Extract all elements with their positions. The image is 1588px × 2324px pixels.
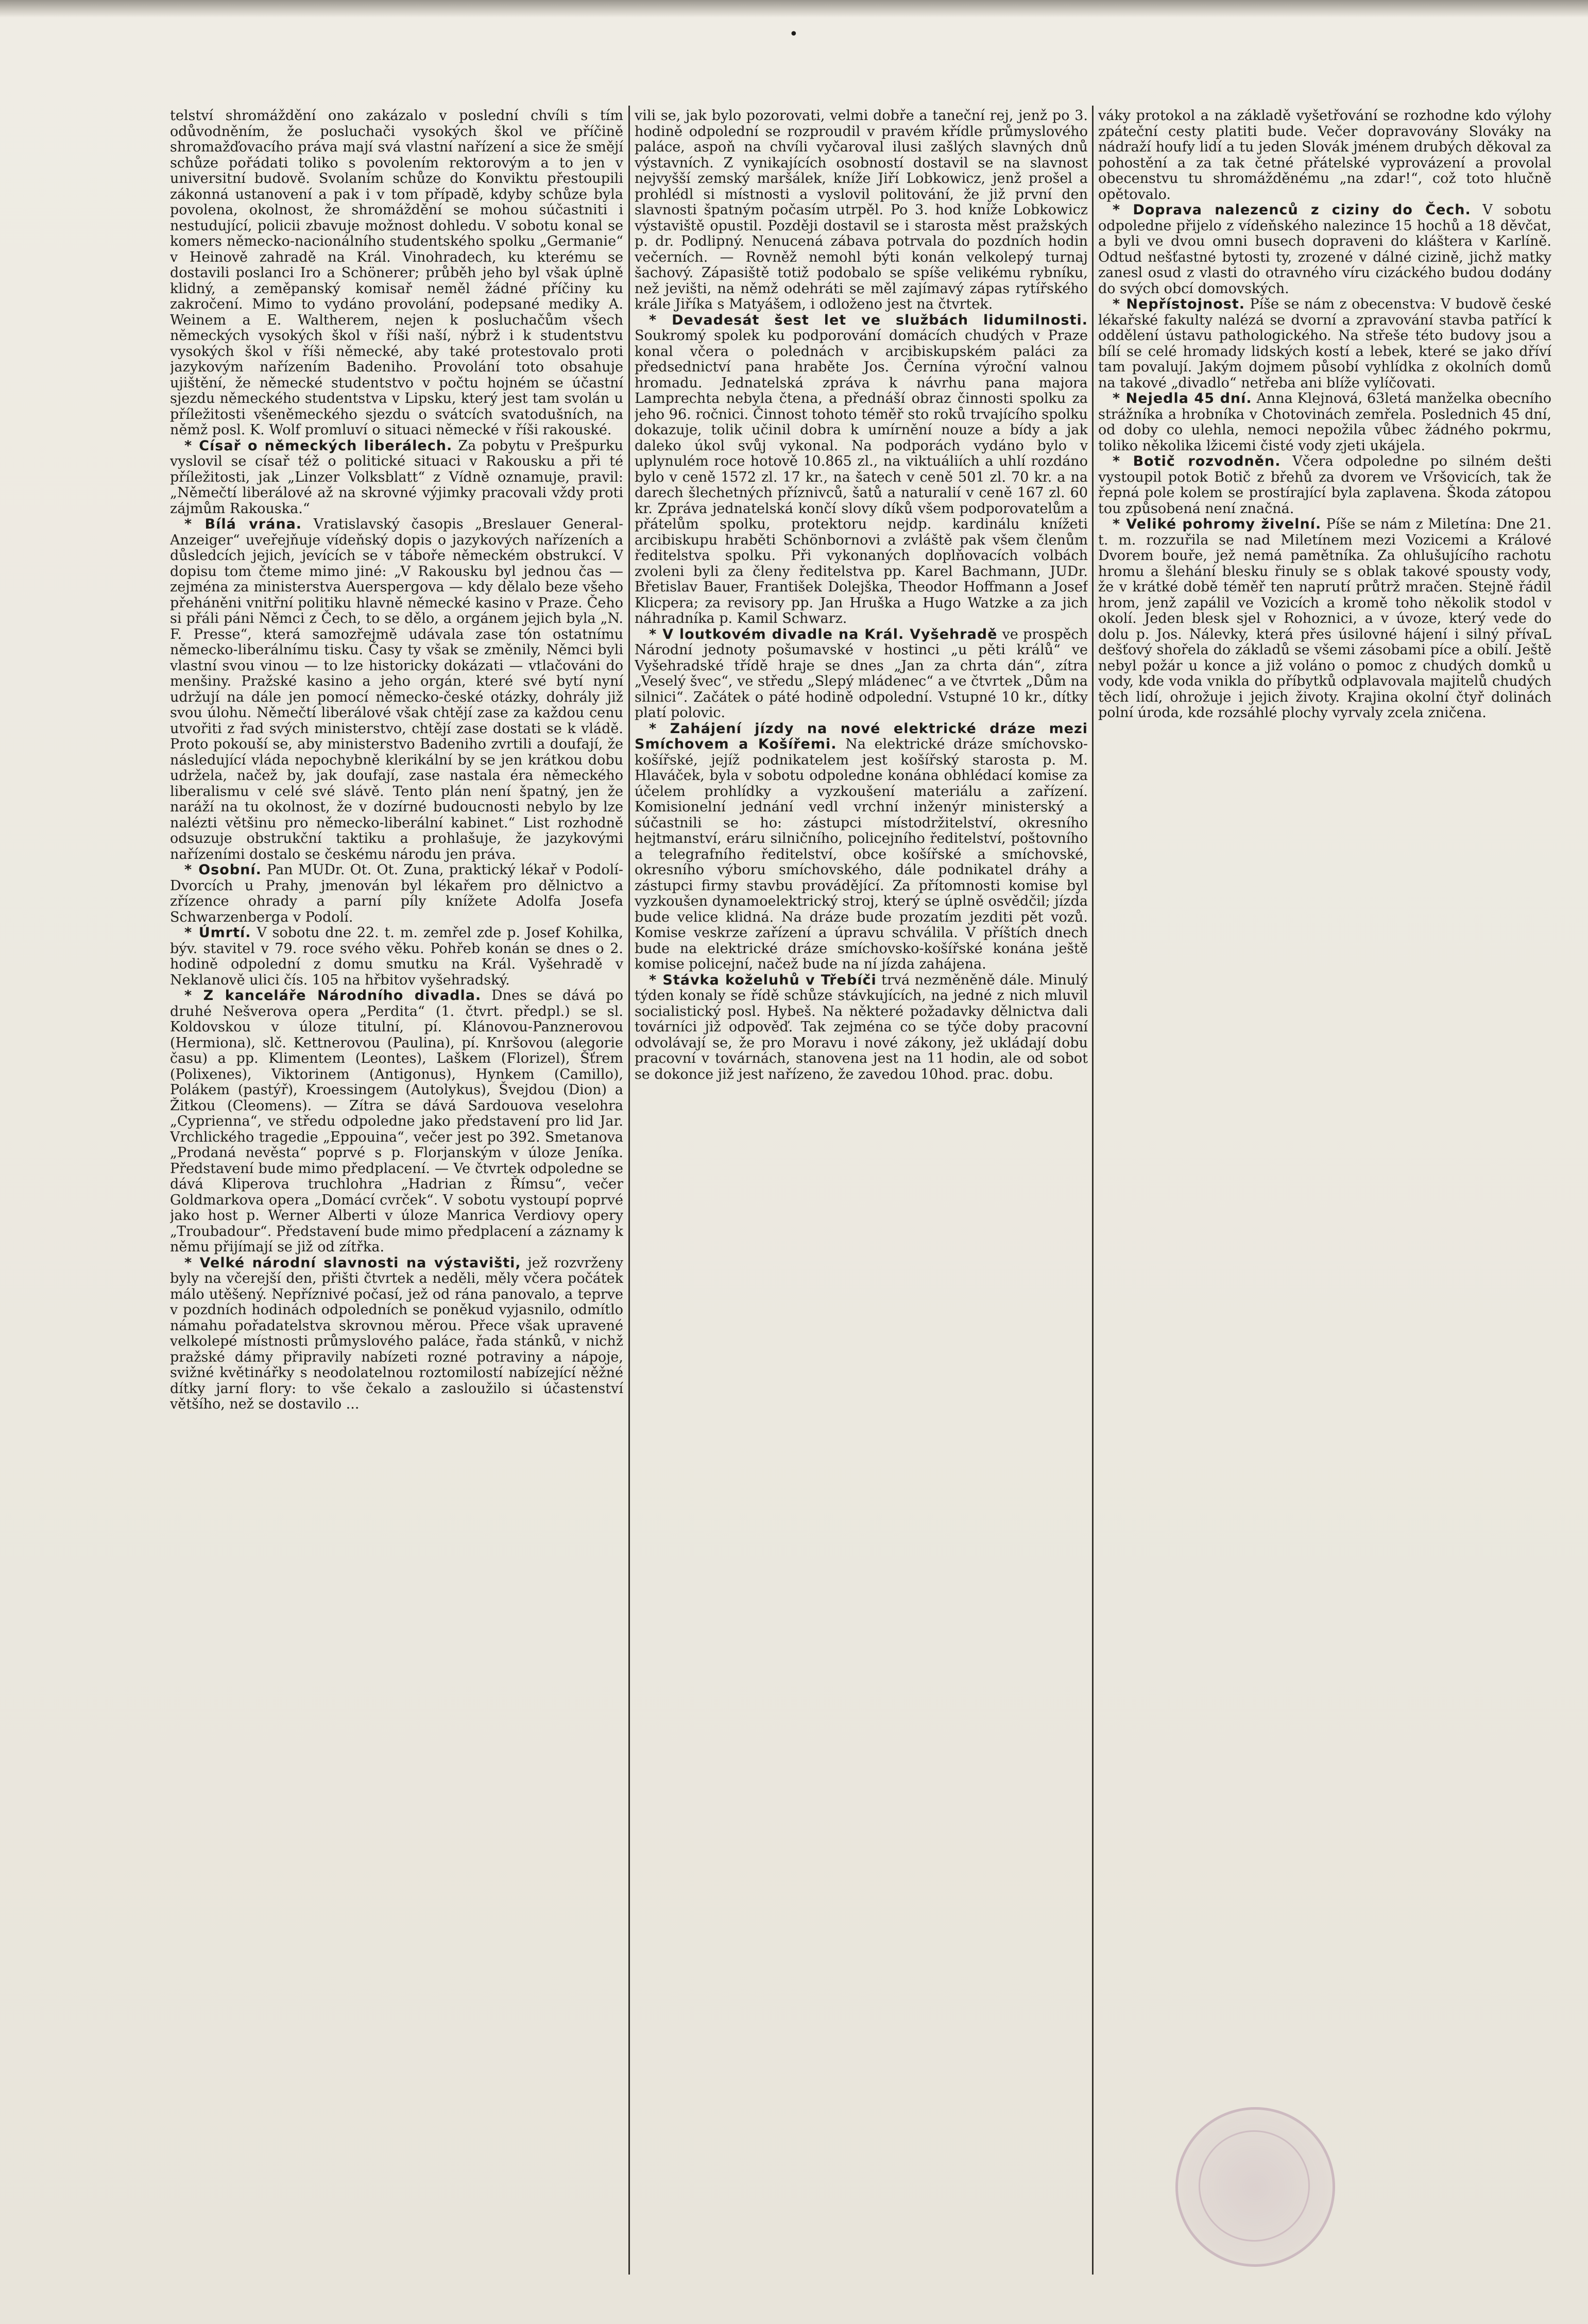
article-text: Pan MUDr. Ot. Ot. Zuna, praktický lékař v Podolí-Dvorcích u Prahy, jmenován byl lékařem pro dělnictvo a zřízence ohrady a parní píly knížete Adolfa Josefa Schwarzenberga v Podolí.: [170, 862, 623, 925]
article-heading: * Bílá vrána.: [184, 516, 302, 532]
article-text: Na elektrické dráze smíchovsko-košířské, jejíž podnikatelem jest košířský starosta p. M. Hlaváček, byla v sobotu odpoledne konána obhlédací komise za účelem prohlídky a vyzkoušení materiálu a zařízení. Komisionelní jednání vedl vrchní inženýr ministerský a súčastnili se ho: zástupci místodržitelství, okresního hejtmanství, eráru silničního, policejního ředitelství, poštovního a telegrafního ředitelství, obce košířské a smíchovské, okresního výboru smíchovského, dále podnikatel dráhy a zástupci firmy stavbu provádějící. Za přítomnosti komise byl vyzkoušen dynamoelektrický stroj, který se úplně osvědčil; jízda bude velice klidná. Na dráze bude prozatím jezditi pět vozů. Komise veskrze zařízení a úpravu schválila. V příštích dnech bude na elektrické dráze smíchovsko-košířské konána ještě komise policejní, načež bude na ní jízda zahájena.: [635, 736, 1088, 972]
article-block: [1098, 202, 1551, 297]
article-heading: * Císař o německých liberálech.: [184, 437, 453, 454]
column-3: [1098, 108, 1551, 2269]
article-heading: * Devadesát šest let ve službách lidumilnosti.: [649, 312, 1088, 328]
article-heading: * Doprava nalezenců z ciziny do Čech.: [1113, 202, 1471, 218]
article-heading: * Velké národní slavnosti na výstavišti,: [184, 1254, 521, 1271]
article-text: Píše se nám z Miletína: Dne 21. t. m. rozzuřila se nad Miletínem mezi Vozicemi a Králové Dvorem bouře, jež nemá pamětníka. Za ohlušujícího rachotu hromu a šlehání blesku řinuly se s oblak takové spousty vody, že v krátké době téměř ten naprutí průtrž mračen. Stejně řádil hrom, jenž zapálil ve Vozicích a kromě toho několik stodol v okolí. Jeden blesk sjel v Rohoznici, a v úvoze, který vede do dolu p. Jos. Nálevky, která přes úsilovné hájení i silný přívaL dešťový shořela do základů se všemi zásobami píce a obilí. Ještě nebyl požár u konce a již voláno o pomoc z chudých domků u vody, kde voda vnikla do příbytků odplavovala majitelů chudých těch lidí, ohrožuje i jejich životy. Krajina okolní čtyř dolinách polní úroda, kde rozsáhlé plochy vyrvaly zcela zničena.: [1098, 516, 1551, 721]
article-text: ve prospěch Národní jednoty pošumavské v hostinci „u pěti králů“ ve Vyšehradské třídě hraje se dnes „Jan za chrta dán“, zítra „Veselý švec“, ve středu „Slepý mládenec“ a ve čtvrtek „Dům na silnici“. Začátek o páté hodině odpolední. Vstupné 10 kr., dítky platí polovic.: [635, 626, 1088, 721]
article-text: vili se, jak bylo pozorovati, velmi dobře a taneční rej, jenž po 3. hodině odpolední se rozproudil v pravém křídle průmyslového paláce, aspoň na chvíli vyčaroval ilusi zašlých slavných dnů výstavních. Z vynikajících osobností dostavil se na slavnost nejvyšší zemský maršálek, kníže Jiří Lobkowicz, jenž prošel a prohlédl si místnosti a vyslovil politování, že již první den slavnosti špatným počasím utrpěl. Po 3. hod kníže Lobkowicz výstaviště opustil. Později dostavil se i starosta měst pražských p. dr. Podlipný. Nenucená zábava potrvala do pozdních hodin večerních. — Rovněž nemohl býti konán velkolepý turnaj šachový. Zápasiště totiž podobalo se spíše velikému rybníku, než jevišti, na němž odehráti se měl zajímavý zápas rytířského krále Jiříka s Matyášem, i odloženo jest na čtvrtek.: [635, 108, 1088, 312]
article-text: V sobotu dne 22. t. m. zemřel zde p. Josef Kohilka, býv. stavitel v 79. roce svého věku. Pohřeb konán se dnes o 2. hodině odpolední z domu smutku na Král. Vyšehradě v Neklanově ulici čís. 105 na hřbitov vyšehradský.: [170, 925, 623, 988]
article-text: váky protokol a na základě vyšetřování se rozhodne kdo výlohy zpáteční cesty platiti bude. Večer dopravovány Slováky na nádraží houfy lidí a tu jeden Slovák jménem drubých děkoval za pohostění a za tak četné přátelské vyprovázení a provolal obecenstvu tu shromážděnému „na zdar!“, což toto hlučně opětovalo.: [1098, 108, 1551, 202]
article-block: [170, 517, 623, 862]
article-text: Včera odpoledne po silném dešti vystoupil potok Botič z břehů za dvorem ve Vršovicích, tak že řepná pole kolem se prostírající byla zaplavena. Škoda zátopou tou způsobená není značná.: [1098, 453, 1551, 517]
article-heading: * Veliké pohromy živelní.: [1113, 516, 1322, 532]
column-1: [170, 108, 623, 2269]
article-heading: * Zahájení jízdy na nové elektrické dráze mezi Smíchovem a Košířemi.: [635, 720, 1088, 752]
article-text: Dnes se dává po druhé Nešverova opera „Perdita“ (1. čtvrt. předpl.) se sl. Koldovskou v úloze titulní, pí. Klánovou-Panznerovou (Hermiona), slč. Kettnerovou (Paulina), pí. Knršovou (alegorie času) a pp. Klimentem (Leontes), Laškem (Florizel), Šťrem (Polixenes), Viktorinem (Antigonus), Hynkem (Camillo), Polákem (pastýř), Kroessingem (Autolykus), Švejdou (Dion) a Žitkou (Cleomens). — Zítra se dává Sardouova veselohra „Cyprienna“, ve středu odpoledne jako představení pro lid Jar. Vrchlického tragedie „Eppouina“, večer jest po 392. Smetanova „Prodaná nevěsta“ poprvé s p. Florjanským v úloze Jeníka. Představení bude mimo předplacení. — Ve čtvrtek odpoledne se dává Kliperova truchlohra „Hadrian z Římsu“, večer Goldmarkova opera „Domácí cvrček“. V sobotu vystoupí poprvé jako host p. Werner Alberti v úloze Manrica Verdiovy opery „Troubadour“. Představení bude mimo předplacení a záznamy k němu přijímají se již od zítřka.: [170, 988, 623, 1255]
column-rule: [1092, 106, 1094, 2275]
article-text: trvá nezměněně dále. Minulý týden konaly se řídě schůze stávkujících, na jedné z nich mluvil socialistický posl. Hybeš. Na některé požadavky dělnictva dali továrníci již odpověď. Tak zejména co se týče doby pracovní odvolávají se, že pro Moravu i nové zákony, jež ukládají dobu pracovní v továrnách, stanovena jest na 11 hodin, ale od sobot se dokonce již jest nařízeno, že zavedou 10hod. prac. dobu.: [635, 972, 1088, 1082]
article-block: [170, 1256, 623, 1413]
article-text: Vratislavský časopis „Breslauer General-Anzeiger“ uveřejňuje vídeňský dopis o jazykových nařízeních a důsledcích jejich, jevících se v táboře německém obstrukcí. V dopisu tom čteme mimo jiné: „V Rakousku byl jednou čas — zejména za ministerstva Auerspergova — kdy dělalo beze všeho přeháněni vnitřní politiku hlavně německé kasino v Praze. Čeho si přáli páni Němci z Čech, to se dělo, a orgánem jejich byla „N. F. Presse“, která samozřejmě udávala zase tón ostatnímu německo-liberálnímu tisku. Časy ty však se změnily, Němci byli vlastní svou vinou — to lze historicky dokázati — vtlačováni do menšiny. Pražské kasino a jeho orgán, které své bytí nyní udržují na dále jen pomocí německo-české otázky, dohrály již svou úlohu. Němečtí liberálové však chtějí zase za každou cenu utvořiti z řad svých ministerstvo, chtějí zase dostati se k vládě. Proto pokouší se, aby ministerstvo Badeniho zvrtili a doufají, že následující vláda nepochybně klerikální by se jen krátkou dobu udržela, načež by, jak doufají, zase nastala éra německého liberalismu v celé své slávě. Tento plán není špatný, jen že naráží na tu okolnost, že v dozírné budoucnosti nebylo by lze nalézti většinu pro německo-liberální kabinet.“ List rozhodně odsuzuje obstrukční taktiku a prohlašuje, že jazykovými nařízeními dostalo se českému národu jen práva.: [170, 516, 623, 862]
scan-top-edge: [0, 0, 1588, 18]
article-block: [170, 862, 623, 925]
article-text: Za pobytu v Prešpurku vyslovil se císař též o politické situaci v Rakousku a při té příležitosti, jak „Linzer Volksblatt“ z Vídně oznamuje, pravil: „Němečtí liberálové až na skrovné výjimky pracovali vždy proti zájmům Rakouska.“: [170, 437, 623, 517]
article-heading: * Botič rozvodněn.: [1113, 453, 1281, 469]
article-text: Soukromý spolek ku podporování domácích chudých v Praze konal včera o polednách v arcibiskupském paláci za předsednictví pana hraběte Jos. Černína výroční valnou hromadu. Jednatelská zpráva k návrhu pana majora Lamprechta nebyla čtena, a přednáší obraz činnosti spolku za jeho 96. ročnici. Činnost tohoto téměř sto roků trvajícího spolku dokazuje, tolik učinil dobra k umírnění nouze a bídy a jak daleko úkol svůj vykonal. Na podporách vydáno bylo v uplynulém roce hotově 10.865 zl., na viktuáliích a uhlí rozdáno bylo v ceně 1572 zl. 17 kr., na šatech v ceně 501 zl. 70 kr. a na darech šlechetných příznivců, šatů a naturalií v ceně 167 zl. 60 kr. Zpráva jednatelská končí slovy díků všem podporovatelům a přátelům spolku, protektoru nejdp. kardinálu knížeti arcibiskupu hraběti Schönbornovi a zvláště pak všem členům ředitelstva spolku. Při vykonaných doplňovacích volbách zvoleni byli za členy ředitelstva pp. Karel Bachmann, JUDr. Břetislav Bauer, František Dolejška, Theodor Hoffmann a Josef Klicpera; za revisory pp. Jan Hruška a Hugo Watzke a za jich náhradníka p. Kamil Schwarz.: [635, 328, 1088, 626]
article-heading: * Z kanceláře Národního divadla.: [184, 988, 482, 1004]
article-block: [1098, 517, 1551, 721]
article-block: [170, 438, 623, 517]
article-heading: * Osobní.: [184, 862, 262, 878]
article-block: [635, 627, 1088, 721]
article-block: [1098, 297, 1551, 391]
column-rule: [628, 106, 630, 2275]
column-2: [635, 108, 1088, 2269]
article-block: [635, 973, 1088, 1083]
article-text: jež rozvrženy byly na včerejší den, přišti čtvrtek a neděli, měly včera počátek málo utěšený. Nepříznivé počasí, jež od rána panovalo, a teprve v pozdních hodinách odpoledních se poněkud vyjasnilo, odmítlo námahu pořadatelstva skrovnou měrou. Přece však upravené velkolepé místnosti průmyslového paláce, řada stánků, v nichž pražské dámy připravily nabízeti rozné potraviny a nápoje, svižné květinářky s neodolatelnou roztomilostí nabízející něžné dítky jarní flory: to vše čekalo a zasloužilo si účastenství většího, než se dostavilo ...: [170, 1254, 623, 1412]
article-text: V sobotu odpoledne přijelo z vídeňského nalezince 15 hochů a 18 děvčat, a byli ve dvou omni busech dopraveni do kláštera v Karlíně. Odtud nešťastné bytosti ty, zrozené v dálné cizině, jichž matky zanesl osud z vlasti do otravného víru cizáckého budou dodány do svých obcí domovských.: [1098, 202, 1551, 297]
article-block: [170, 988, 623, 1256]
article-text: Anna Klejnová, 63letá manželka obecního strážníka a hrobníka v Chotovinách zemřela. Poslednich 45 dní, od doby co ulehla, nemoci nepožila vůbec žádného pokrmu, toliko několika lžicemi čisté vody zjeti ukájela.: [1098, 391, 1551, 454]
article-block: [1098, 454, 1551, 517]
page-marker: •: [789, 25, 798, 43]
article-block: [635, 721, 1088, 973]
library-stamp-ring: [1199, 2130, 1310, 2242]
article-block: [1098, 391, 1551, 454]
article-heading: * Nejedla 45 dní.: [1113, 391, 1252, 406]
article-heading: * V loutkovém divadle na Král. Vyšehradě: [649, 626, 998, 642]
article-heading: * Nepřístojnost.: [1113, 296, 1245, 312]
article-block: [170, 925, 623, 988]
library-stamp-icon: [1175, 2107, 1335, 2267]
article-block: [635, 313, 1088, 627]
article-heading: * Stávka koželuhů v Třebíči: [649, 972, 877, 988]
article-text: Píše se nám z obecenstva: V budově české lékařské fakulty nalézá se dvorní a zpravování stavba patřící k oddělení ústavu pathologického. Na střeše této budovy jsou a bílí se celé hromady lidských kostí a lebek, které se jako dříví tam povalují. Jakým dojmem působí vyhlídka z okolních domů na takové „divadlo“ netřeba ani blíže vylíčovati.: [1098, 296, 1551, 391]
article-heading: * Úmrtí.: [184, 925, 251, 941]
article-text: telství shromáždění ono zakázalo v poslední chvíli s tím odůvodněním, že posluchači vysokých škol ve příčině shromažďovacího práva mají svá vlastní nařízení a sice že smějí schůze pořádati toliko s povolením rektorovým a to jen v universitní budově. Svolaním schůze do Konviktu přestoupili zákonná ustanovení a pak i v tom případě, kdyby schůze byla povolena, okolnost, že shromáždění se mohou súčastniti i nestudující, policii zbavuje možnost dohledu. V sobotu konal se komers německo-nacionálního studentského spolku „Germanie“ v Heinově zahradě na Král. Vinohradech, ku kterému se dostavili poslanci Iro a Schönerer; průběh jeho byl však úplně klidný, a zeměpanský komisař neměl žádné příčiny ku zakročení. Mimo to vydáno provolání, podepsané mediky A. Weinem a E. Waltherem, nejen k posluchačům všech německých vysokých škol v říši naší, nýbrž i k studentstvu vysokých škol v říši německé, aby také protestovalo proti jazykovým nařízením Badeniho. Provolání toto obsahuje ujištění, že německé studentstvo v počtu hojném se účastní sjezdu německého studentstva v Lipsku, který jest tam svolán u příležitosti všeněmeckého sjezdu o svátcích svatodušních, na němž posl. K. Wolf promluví o situaci německé v říši rakouské.: [170, 108, 623, 438]
